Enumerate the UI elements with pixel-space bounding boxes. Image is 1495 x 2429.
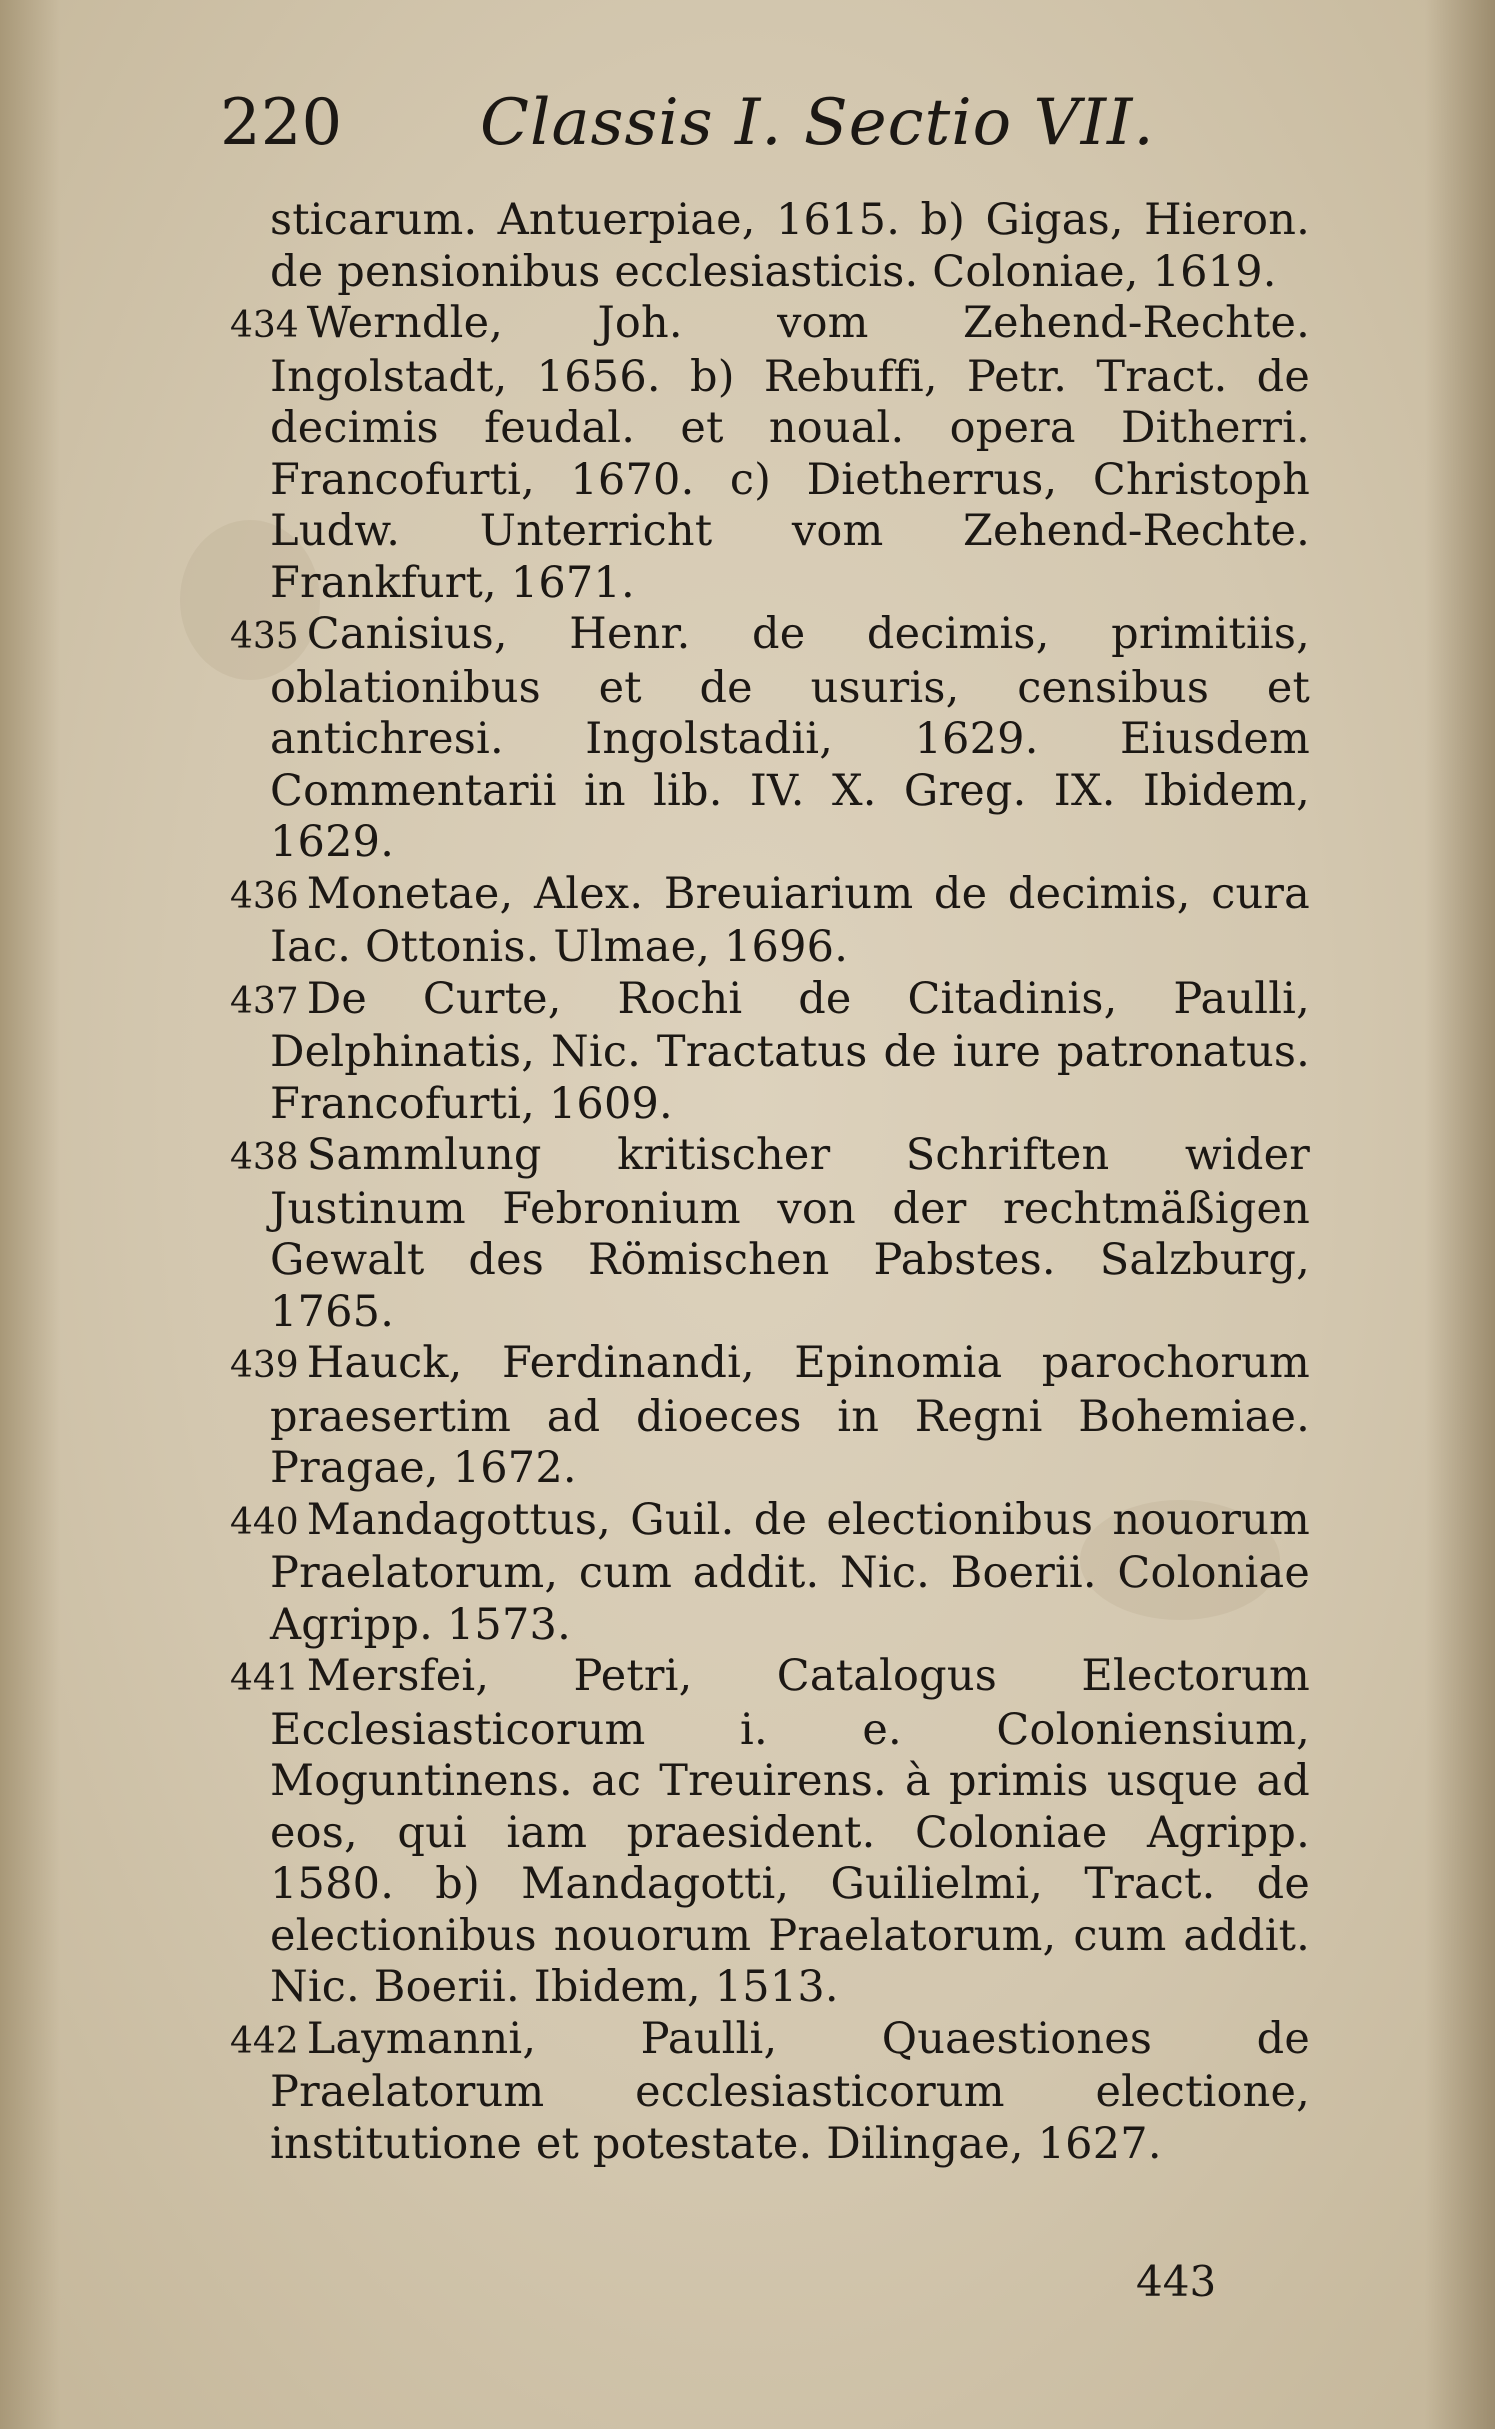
catalog-entry: [230, 1495, 1310, 1652]
entry-number: 440: [230, 1501, 299, 1543]
entry-number: 439: [230, 1345, 299, 1386]
catalog-entries: [230, 195, 1310, 2170]
entry-text: Mersfei, Petri, Catalogus Electorum Ecclesiasticorum i. e. Coloniensium, Moguntinens. ac Treuirens. à primis usque ad eos, qui iam praesident. Coloniae Agripp. 1580. b) Mandagotti, Guilielmi, Tract. de electionibus nouorum Praelatorum, cum addit. Nic. Boerii. Ibidem, 1513.: [270, 1651, 1310, 2012]
entry-text: Mandagottus, Guil. de electionibus nouorum Praelatorum, cum addit. Nic. Boerii. Coloniae Agripp. 1573.: [270, 1494, 1310, 1650]
catalog-entry: [230, 1130, 1310, 1338]
entry-text: Werndle, Joh. vom Zehend-Rechte. Ingolstadt, 1656. b) Rebuffi, Petr. Tract. de decimis feudal. et noual. opera Ditherri. Francofurti, 1670. c) Dietherrus, Christoph Ludw. Unterricht vom Zehend-Rechte. Frankfurt, 1671.: [270, 298, 1310, 608]
running-title: Classis I. Sectio VII.: [480, 86, 1155, 160]
entry-number: 442: [230, 2020, 299, 2062]
entry-number: 441: [230, 1658, 299, 1699]
page-header: [220, 78, 1320, 168]
catalog-entry: [230, 869, 1310, 974]
catalog-entry: [230, 298, 1310, 609]
entry-number: 435: [230, 616, 299, 657]
entry-number: 434: [230, 305, 299, 346]
entry-text: Monetae, Alex. Breuiarium de decimis, cura Iac. Ottonis. Ulmae, 1696.: [270, 868, 1310, 972]
entry-text: Laymanni, Paulli, Quaestiones de Praelatorum ecclesiasticorum electione, institutione et potestate. Dilingae, 1627.: [270, 2013, 1310, 2169]
entry-text: Sammlung kritischer Schriften wider Justinum Febronium von der rechtmäßigen Gewalt des Römischen Pabstes. Salzburg, 1765.: [270, 1130, 1310, 1337]
entry-number: 438: [230, 1137, 299, 1178]
catalog-entry: [230, 2014, 1310, 2171]
catalog-entry: [230, 974, 1310, 1131]
entry-text: Hauck, Ferdinandi, Epinomia parochorum praesertim ad dioeces in Regni Bohemiae. Pragae, 1672.: [270, 1338, 1310, 1493]
entry-number: 436: [230, 875, 299, 917]
catalog-entry: [230, 609, 1310, 869]
catalog-entry: [230, 1651, 1310, 2014]
entry-text: De Curte, Rochi de Citadinis, Paulli, Delphinatis, Nic. Tractatus de iure patronatus. Francofurti, 1609.: [270, 973, 1310, 1129]
entry-text: Canisius, Henr. de decimis, primitiis, oblationibus et de usuris, censibus et antichresi. Ingolstadii, 1629. Eiusdem Commentarii in lib. IV. X. Greg. IX. Ibidem, 1629.: [270, 609, 1310, 867]
entry-number: 437: [230, 980, 299, 1022]
catchword: 443: [1136, 2257, 1217, 2306]
entry-text: sticarum. Antuerpiae, 1615. b) Gigas, Hieron. de pensionibus ecclesiasticis. Coloniae, 1619.: [270, 195, 1310, 297]
page-number: 220: [220, 86, 343, 160]
catalog-entry: [230, 195, 1310, 298]
catalog-entry: [230, 1338, 1310, 1495]
